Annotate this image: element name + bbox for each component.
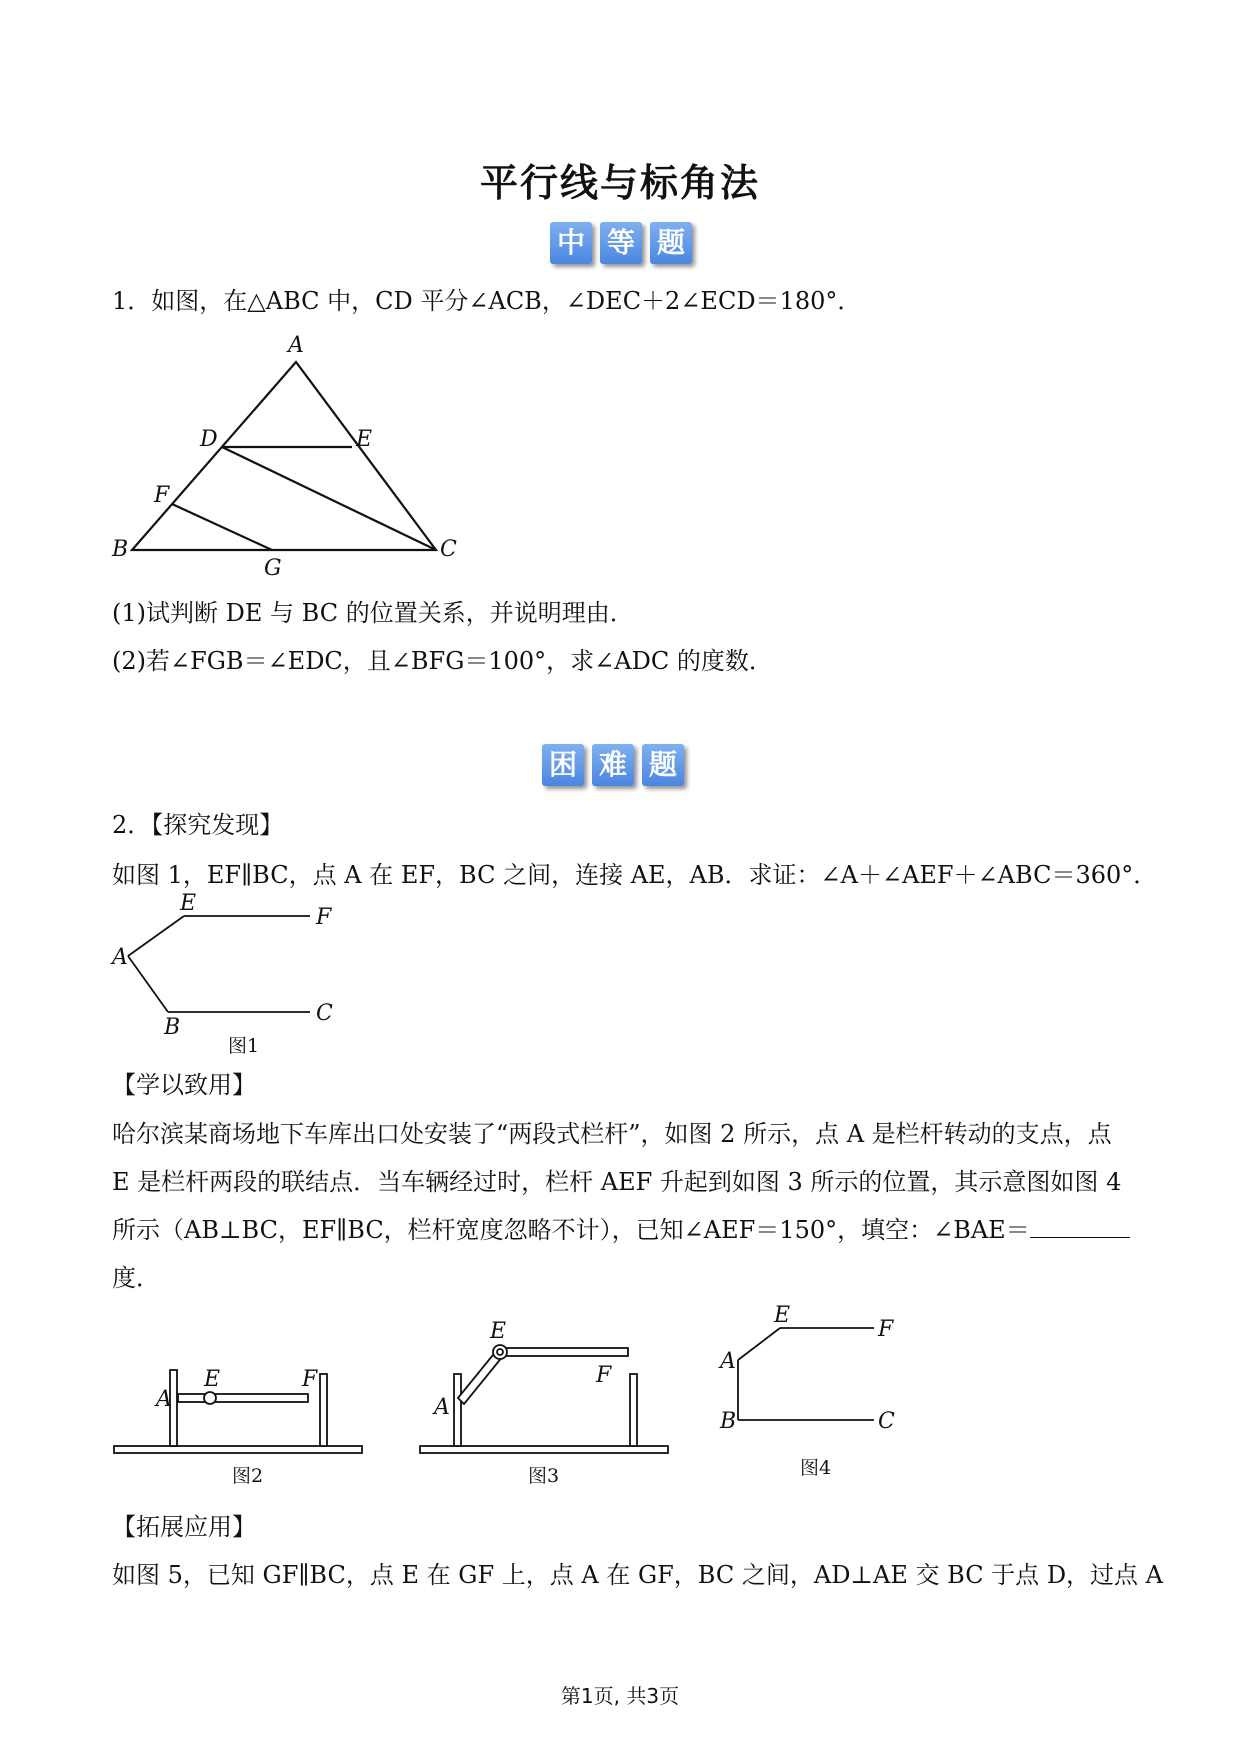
q1-number: 1． [112, 287, 152, 315]
label-D: D [200, 427, 218, 452]
q1-stem-text: 如图，在△ABC 中，CD 平分∠ACB，∠DEC＋2∠ECD＝180°． [151, 287, 862, 315]
fig2-label-A: A [156, 1387, 172, 1412]
fig4-caption: 图4 [800, 1457, 832, 1479]
fig1-caption: 图1 [228, 1035, 260, 1057]
fig2-label-E: E [204, 1367, 221, 1392]
badge-char: 题 [642, 744, 684, 786]
fig1-label-E: E [180, 891, 197, 916]
fig3-label-A: A [434, 1395, 450, 1420]
fig1-label-A: A [112, 945, 128, 970]
fig4-label-A: A [720, 1349, 736, 1374]
fig1-label-B: B [164, 1015, 181, 1040]
badge-char: 题 [650, 222, 692, 264]
q2-apply-paragraph [112, 1110, 1132, 1302]
q2-number: 2． [112, 811, 152, 839]
fig4-label-F: F [878, 1317, 894, 1342]
label-F: F [154, 483, 170, 508]
fig3-label-E: E [490, 1319, 507, 1344]
badge-char: 中 [550, 222, 592, 264]
badge-char: 难 [592, 744, 634, 786]
q2-discover: 如图 1，EF∥BC，点 A 在 EF，BC 之间，连接 AE，AB．求证：∠A＋∠AEF＋∠ABC＝360°． [112, 861, 1158, 889]
figure-4 [712, 1303, 912, 1479]
badge-char: 困 [542, 744, 584, 786]
q2-apply-heading: 【学以致用】 [112, 1071, 256, 1099]
fig2-caption: 图2 [232, 1465, 264, 1487]
fig3-label-F: F [596, 1363, 612, 1388]
badge-char: 等 [600, 222, 642, 264]
fig1-label-F: F [316, 905, 332, 930]
label-E: E [356, 427, 373, 452]
q1-triangle-figure [112, 330, 472, 581]
q1-part1: (1)试判断 DE 与 BC 的位置关系，并说明理由． [112, 599, 634, 627]
fig4-label-C: C [878, 1409, 895, 1434]
fig2-label-F: F [302, 1367, 318, 1392]
q2-apply-text: 哈尔滨某商场地下车库出口处安装了“两段式栏杆”，如图 2 所示，点 A 是栏杆转动的支点，点 E 是栏杆两段的联结点．当车辆经过时，栏杆 AEF 升起到如图 3 所示的位置，其示意图如图 4 所示（AB⊥BC，EF∥BC，栏杆宽度忽略不计），已知∠AEF＝150°，填空：∠BAE＝ [112, 1120, 1122, 1244]
figure-2 [112, 1340, 372, 1490]
q2-extend-heading: 【拓展应用】 [112, 1513, 256, 1541]
q2-heading-text: 【探究发现】 [151, 811, 284, 839]
answer-blank[interactable] [1030, 1217, 1130, 1238]
fig1-label-C: C [316, 1001, 333, 1026]
q2-heading [112, 810, 283, 840]
section-badge-medium [550, 222, 692, 264]
label-B: B [112, 537, 129, 562]
q2-extend-text: 如图 5，已知 GF∥BC，点 E 在 GF 上，点 A 在 GF，BC 之间，AD⊥AE 交 BC 于点 D，过点 A [112, 1561, 1164, 1589]
label-C: C [440, 537, 457, 562]
fig4-label-B: B [720, 1409, 737, 1434]
section-badge-hard [542, 744, 684, 786]
fig3-caption: 图3 [528, 1465, 560, 1487]
page-title: 平行线与标角法 [479, 160, 760, 205]
q1-part2: (2)若∠FGB＝∠EDC，且∠BFG＝100°，求∠ADC 的度数． [112, 647, 773, 675]
q1-stem [112, 286, 861, 316]
figure-3 [418, 1320, 678, 1490]
label-G: G [264, 556, 282, 581]
page-footer: 第1页, 共3页 [560, 1684, 680, 1708]
label-A: A [288, 333, 304, 358]
q2-apply-end: 度． [112, 1264, 160, 1292]
figure-1 [112, 891, 352, 1058]
fig4-label-E: E [774, 1303, 791, 1328]
